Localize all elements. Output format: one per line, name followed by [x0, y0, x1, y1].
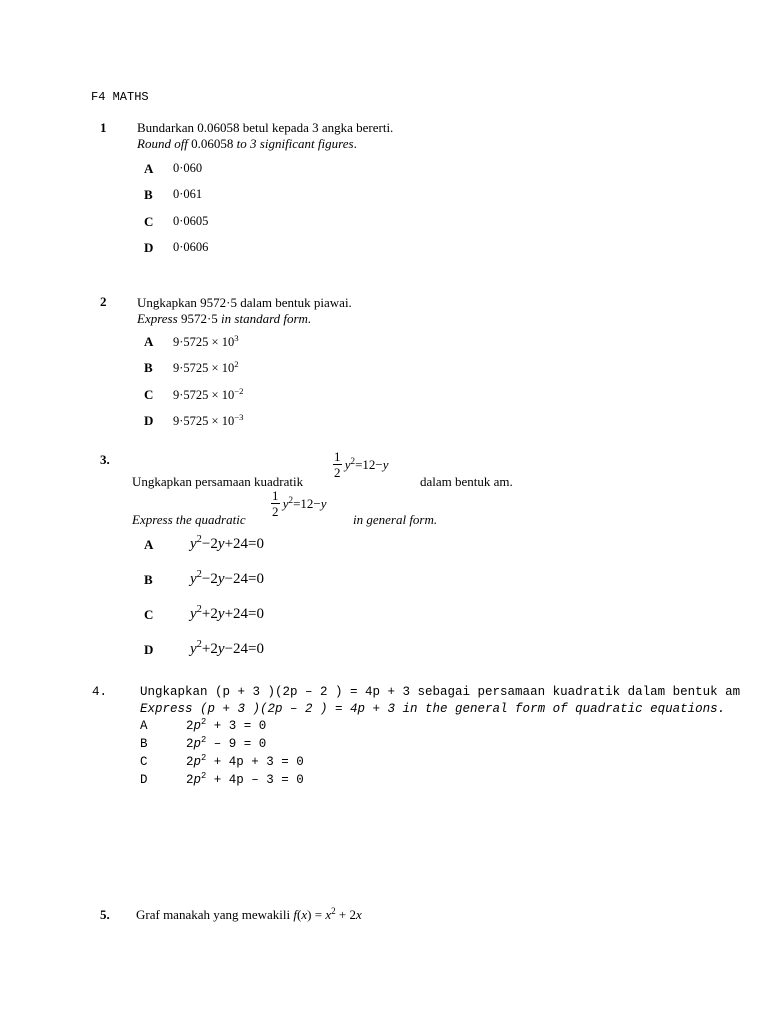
question-text-english: Round off 0.06058 to 3 significant figures.	[137, 136, 357, 151]
option-equation: $y^2-2y-24=0$	[190, 569, 264, 587]
question-text-english-end: in general form.	[353, 512, 438, 527]
question-text-english: Express the quadratic	[132, 512, 246, 527]
option-equation: $2p^2 - 9 = 0$	[186, 735, 267, 751]
option-value: 0·0605	[173, 214, 209, 228]
question-number: 1	[100, 120, 107, 135]
option-equation: $y^2+2y-24=0$	[190, 639, 264, 657]
question-text-malay: Ungkapkan (p + 3 )(2p – 2 ) = 4p + 3 sebagai persamaan kuadratik dalam bentuk am	[140, 685, 741, 699]
question-number: 3.	[100, 452, 110, 467]
option-letter: D	[144, 642, 154, 657]
option-value: $9\cdot 5725 \times 10^{-3}$	[173, 412, 244, 428]
option-letter: B	[140, 737, 148, 751]
option-equation: $2p^2 + 4p - 3 = 0$	[186, 771, 304, 787]
question-text-english: Express 9572·5 in standard form.	[137, 311, 312, 326]
question-text-malay: Ungkapkan persamaan kuadratik	[132, 474, 304, 489]
option-letter: A	[140, 719, 148, 733]
option-value: $9\cdot 5725 \times 10^{-2}$	[173, 386, 244, 402]
option-letter: A	[144, 161, 154, 176]
option-value: $9\cdot 5725 \times 10^2$	[173, 359, 239, 375]
option-value: $9\cdot 5725 \times 10^3$	[173, 333, 239, 349]
question-number: 2	[100, 294, 107, 309]
question-text-malay: Graf manakah yang mewakili $f(x) = x^2 + 2x$	[136, 906, 362, 922]
question-number: 4.	[92, 685, 108, 699]
option-value: 0·0606	[173, 240, 209, 254]
equation: $\frac{1}{2}$ $y^2=12-y$	[272, 488, 327, 519]
option-value: 0·061	[173, 187, 203, 201]
option-letter: B	[144, 572, 153, 587]
question-text-english: Express (p + 3 )(2p – 2 ) = 4p + 3 in the general form of quadratic equations.	[140, 702, 726, 716]
option-letter: D	[144, 240, 154, 255]
option-letter: D	[140, 773, 148, 787]
option-letter: B	[144, 187, 153, 202]
option-letter: B	[144, 360, 153, 375]
option-letter: D	[144, 413, 154, 428]
option-value: 0·060	[173, 161, 203, 175]
question-text-malay-end: dalam bentuk am.	[420, 474, 513, 489]
option-equation: $y^2+2y+24=0$	[190, 604, 264, 622]
option-letter: C	[144, 387, 154, 402]
option-letter: A	[144, 537, 154, 552]
option-equation: $y^2-2y+24=0$	[190, 534, 264, 552]
question-text-malay: Bundarkan 0.06058 betul kepada 3 angka bererti.	[137, 120, 394, 135]
option-letter: A	[144, 334, 154, 349]
option-letter: C	[140, 755, 148, 769]
equation: $\frac{1}{2}$ $y^2=12-y$	[334, 449, 389, 480]
option-letter: C	[144, 214, 154, 229]
question-text-malay: Ungkapkan 9572·5 dalam bentuk piawai.	[137, 295, 352, 310]
option-letter: C	[144, 607, 154, 622]
option-equation: $2p^2 + 3 = 0$	[186, 717, 267, 733]
question-number: 5.	[100, 907, 110, 922]
page-title: F4 MATHS	[91, 90, 149, 104]
option-equation: $2p^2 + 4p + 3 = 0$	[186, 753, 304, 769]
